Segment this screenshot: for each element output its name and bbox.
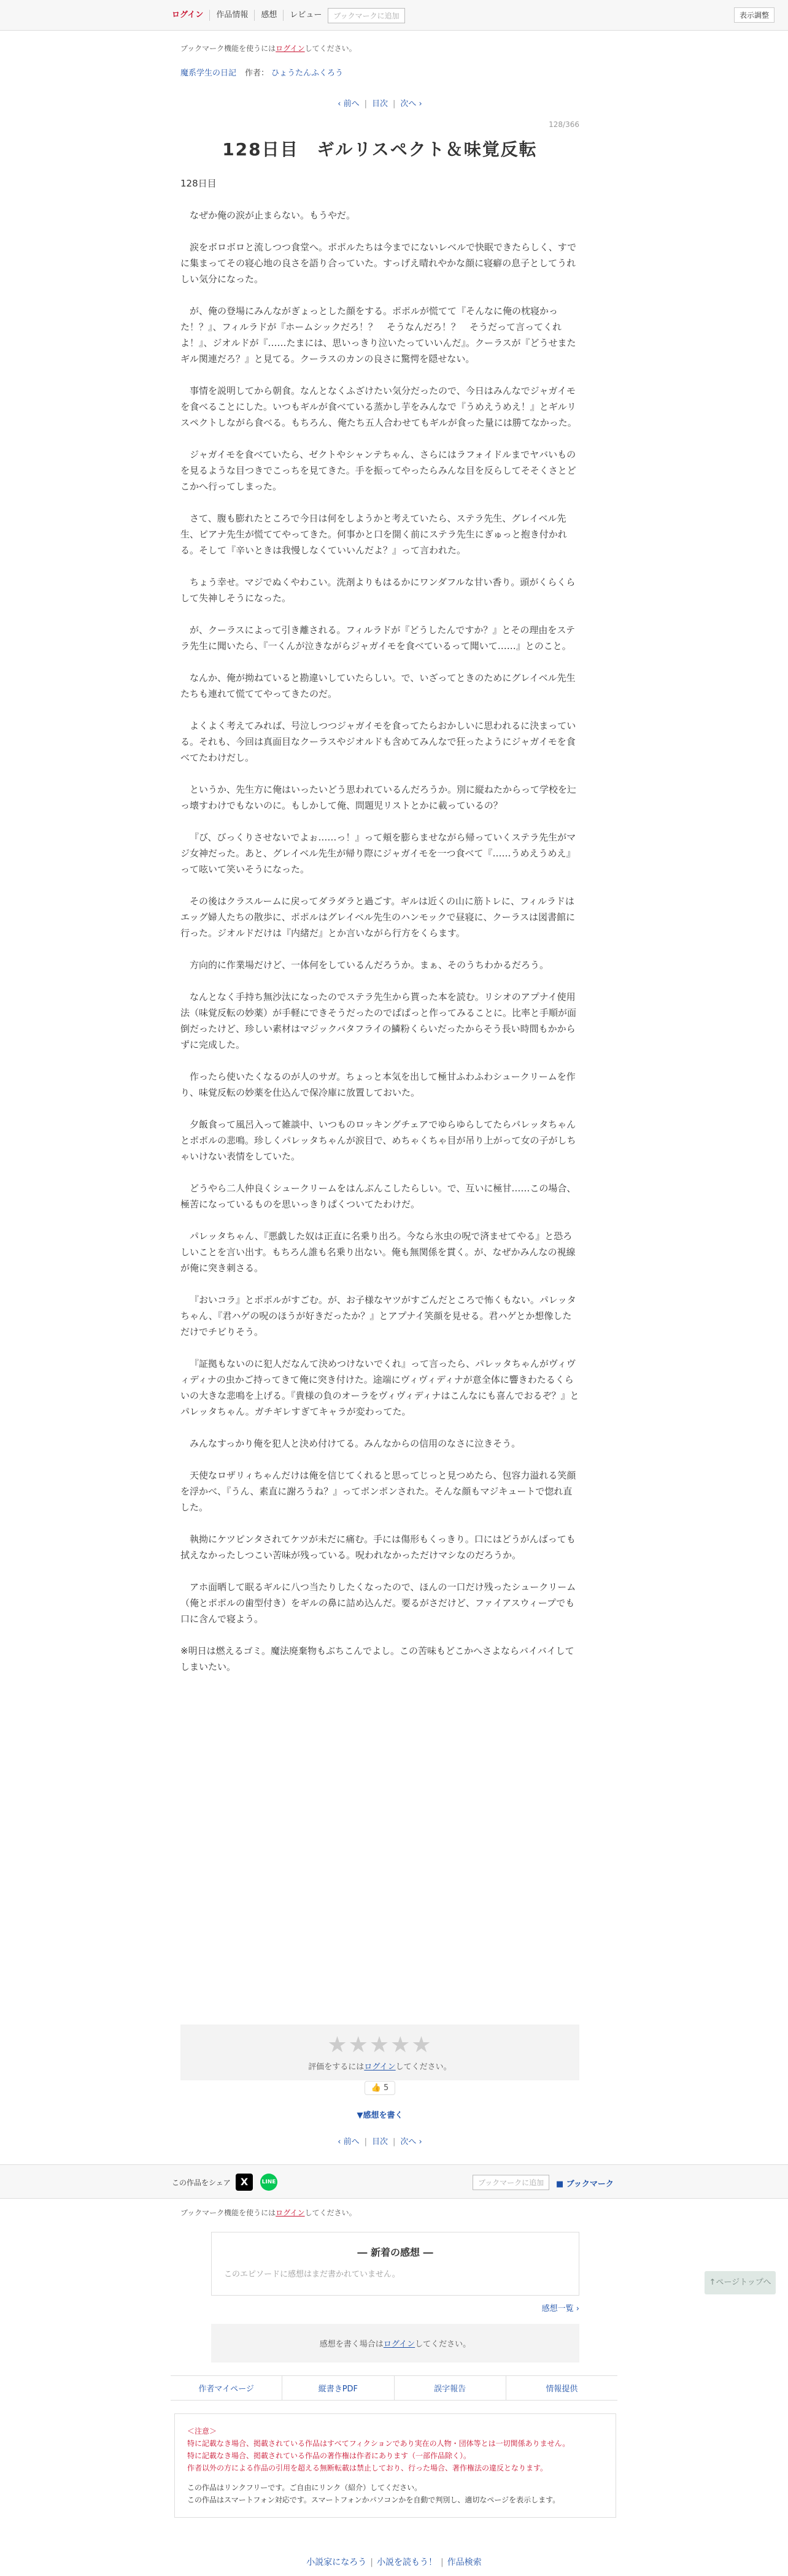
new-impressions-box <box>211 2232 579 2296</box>
body-paragraph: が、俺の登場にみんながぎょっとした顔をする。ポポルが慌てて『そんなに俺の枕寝かった！？』、フィルラドが『ホームシックだろ！？ そうなんだろ！？ そうだって言ってくれよ！』、ジオルドが『……たまには、思いっきり泣いたっていいんだ』。クーラスが『どうせまたギル関連だろ？』と見てる。クーラスのカンの良さに驚愕を隠せない。 <box>180 306 576 364</box>
body-paragraph: なんとなく手持ち無沙汰になったのでステラ先生から貰った本を読む。リシオのアプナイ使用法（味覚反転の妙薬）が手軽にできそうだったのでぱぱっと作ってみることに。比率と手順が面倒だったけど、珍しい素材はマジックバタフライの鱗粉くらいだったからそう長い時間もかからずに完成した。 <box>180 991 577 1050</box>
chapter-title: 128日目 ギルリスペクト＆味覚反転 <box>222 139 538 160</box>
bookmark-add-button-disabled: ブックマークに追加 <box>328 8 404 23</box>
share-label: この作品をシェア <box>172 2178 231 2187</box>
index-link[interactable]: 目次 <box>371 99 388 109</box>
body-paragraph: 天使なロザリィちゃんだけは俺を信じてくれると思ってじっと見つめたら、包容力溢れる笑顔を浮かべ、『うん、素直に謝ろうね？』ってポンポンされた。そんな顔もマジキュートで惚れ直した。 <box>180 1470 576 1513</box>
body-paragraph: 夕飯食って風呂入って雑談中、いつものロッキングチェアでゆらゆらしてたらパレッタちゃんとポポルの悲鳴。珍しくパレッタちゃんが涙目で、めちゃくちゃ目が吊り上がって女の子がしちゃいけない表情をしていた。 <box>180 1119 576 1162</box>
body-paragraph: どうやら二人仲良くシュークリームをはんぶんこしたらしい。で、互いに極甘……この場合、極苦になっているものを思いっきりぱくついてたわけだ。 <box>180 1183 576 1210</box>
impressions-list-link[interactable]: 感想一覧 › <box>541 2304 579 2313</box>
bottom-site-links: 小説家になろう | 小説を読もう！ | 作品検索 <box>306 2558 482 2567</box>
chapter-header <box>180 136 579 161</box>
body-paragraph: さて、腹も膨れたところで今日は何をしようかと考えていたら、ステラ先生、グレイベル先生、ピアナ先生が慌ててやってきた。何事かと口を開く前にステラ先生にぎゅっと抱き付かれる。そして『辛いときは我慢しなくていいんだよ？』って言われた。 <box>180 513 567 556</box>
line-share-icon[interactable]: LINE <box>260 2174 277 2191</box>
rating-box <box>180 2024 579 2080</box>
login-note-prefix: ブックマーク機能を使うには <box>180 2209 276 2217</box>
impressions-title: ― 新着の感想 ― <box>357 2247 433 2258</box>
body-paragraph: なぜか俺の涙が止まらない。もうやだ。 <box>190 210 356 221</box>
site-link-narou[interactable]: 小説家になろう <box>306 2558 367 2567</box>
x-share-icon[interactable]: X <box>236 2174 253 2191</box>
body-paragraph: アホ面晒して眠るギルに八つ当たりしたくなったので、ほんの一口だけ残ったシュークリーム（俺とポポルの歯型付き）をギルの鼻に詰め込んだ。要るがさだけど、ファイアスウィープでも口に含んで寝よう。 <box>180 1582 576 1624</box>
series-info <box>180 66 579 78</box>
top-pager: ‹ 前へ | 目次 | 次へ › <box>338 99 422 109</box>
notice-line: 作者以外の方による作品の引用を超える無断転載は禁止しており、行った場合、著作権法の違反となります。 <box>187 2464 548 2472</box>
login-note-suffix: してください。 <box>304 44 357 53</box>
body-paragraph: 方向的に作業場だけど、一体何をしているんだろうか。まぁ、そのうちわかるだろう。 <box>190 959 549 971</box>
body-paragraph: よくよく考えてみれば、号泣しつつジャガイモを食ってたらおかしいに思われるに決まっている。それも、今回は真面目なクーラスやジオルドも含めてみんなで狂ったようにジャガイモを食べてたわけだし。 <box>180 720 576 763</box>
write-impression-link[interactable]: ▼感想を書く <box>357 2111 403 2120</box>
login-box-suffix: してください。 <box>415 2340 471 2349</box>
reaction-button[interactable] <box>365 2081 396 2095</box>
body-paragraph: 作ったら使いたくなるのが人のサガ。ちょっと本気を出して極甘ふわふわシュークリームを作り、味覚反転の妙薬を仕込んで保冷庫に放置しておいた。 <box>180 1071 576 1098</box>
body-paragraph: 『び、びっくりさせないでよぉ……っ！』って頬を膨らませながら帰っていくステラ先生がマジ女神だった。あと、グレイベル先生が帰り際にジャガイモを一つ食べて『……うめえうめえ』って呟いて笑いそうになった。 <box>180 832 576 875</box>
login-note <box>180 43 579 53</box>
login-note-link[interactable]: ログイン <box>276 44 305 53</box>
notice-line: 特に記載なき場合、掲載されている作品はすべてフィクションであり実在の人物・団体等とは一切関係ありません。 <box>187 2439 570 2448</box>
share-bar <box>0 2164 788 2199</box>
chapter-subtitle-wrap <box>180 177 579 190</box>
notice-line: この作品はリンクフリーです。ご自由にリンク（紹介）してください。 <box>187 2483 422 2492</box>
top-navigation-bar <box>0 0 788 31</box>
login-note-suffix: してください。 <box>304 2209 357 2217</box>
rating-note-suffix: してください。 <box>395 2063 452 2072</box>
impression-login-box <box>211 2324 579 2363</box>
notice-title: ＜注意＞ <box>187 2427 217 2436</box>
top-nav <box>172 6 405 25</box>
typo-report-link[interactable]: 誤字報告 <box>395 2376 506 2400</box>
login-box-prefix: 感想を書く場合は <box>319 2340 384 2349</box>
vertical-pdf-link[interactable]: 縦書きPDF <box>282 2376 394 2400</box>
impressions-empty-message: このエピソードに感想はまだ書かれていません。 <box>224 2270 400 2279</box>
body-paragraph: 事情を説明してから朝食。なんとなくふざけたい気分だったので、今日はみんなでジャガイモを食べることにした。いつもギルが食べている蒸かし芋をみんなで『うめえうめえ！』とギルリスペクトしながら食べる。もちろん、俺たち五人合わせてもギルが食った量には勝てなかった。 <box>180 385 577 428</box>
next-link[interactable]: 次へ › <box>400 99 422 109</box>
bookmark-link[interactable]: ■ ブックマーク <box>556 2180 614 2189</box>
body-paragraph: 執拗にケツピンタされてケツが未だに痛む。手には傷形もくっきり。口にはどうがんばっても拭えなかったしつこい苦味が残っている。呪われなかっただけマシなのだろうか。 <box>180 1534 576 1561</box>
bottom-pager: ‹ 前へ | 目次 | 次へ › <box>338 2137 422 2147</box>
next-link[interactable]: 次へ › <box>400 2137 422 2147</box>
rating-login-link[interactable]: ログイン <box>364 2063 396 2072</box>
rating-note-prefix: 評価をするには <box>308 2063 365 2072</box>
body-paragraph: が、クーラスによって引き離される。フィルラドが『どうしたんですか？』とその理由をステラ先生に聞いたら、『一くんが泣きながらジャガイモを食べているって聞いて……』とのこと。 <box>180 625 576 652</box>
login-note-link[interactable]: ログイン <box>276 2209 305 2217</box>
body-paragraph: なんか、俺が拗ねていると勘違いしていたらしい。で、いざってときのためにグレイベル先生たちも連れて慌ててやってきたのだ。 <box>180 672 576 699</box>
body-paragraph: 涙をボロボロと流しつつ食堂へ。ポポルたちは今までにないレベルで快眠できたらしく、すでに集まってその寝心地の良さを語り合っていた。すっげえ晴れやかな顔に寝癖の息子としてうれしい気分になった。 <box>180 242 577 285</box>
body-paragraph: 『おいコラ』とポポルがすごむ。が、お子様なヤツがすごんだところで怖くもない。パレッタちゃん、『君ハゲの呪のほうが好きだったか？』とアプナイ笑顔を見せる。君ハゲとか想像しただけでチビりそう。 <box>180 1294 576 1337</box>
notice-box <box>174 2413 616 2518</box>
login-note-prefix: ブックマーク機能を使うには <box>180 44 276 53</box>
nav-review-link[interactable]: レビュー <box>290 10 322 20</box>
chapter-subtitle: 128日目 <box>180 178 217 189</box>
site-link-yomou[interactable]: 小説を読もう！ <box>377 2558 437 2567</box>
thumbs-up-icon: 👍 <box>371 2083 381 2093</box>
notice-line: 特に記載なき場合、掲載されている作品の著作権は作者にあります（一部作品除く）。 <box>187 2451 471 2460</box>
author-mypage-link[interactable]: 作者マイページ <box>171 2376 282 2400</box>
body-paragraph: ジャガイモを食べていたら、ゼクトやシャンテちゃん、さらにはラフォイドルまでヤバいものを見るような目つきでこっちを見てきた。手を振ってやったらみんな目を反らしてそそくさとどこかへ行ってしまった。 <box>180 449 576 492</box>
series-title-link[interactable]: 魔系学生の日記 <box>180 69 237 78</box>
page-top-button[interactable]: ↑ページトップへ <box>705 2271 776 2294</box>
page-number: 128/366 <box>549 120 579 129</box>
footer-links <box>171 2375 617 2401</box>
info-provide-link[interactable]: 情報提供 <box>546 2385 578 2394</box>
reaction-count: 5 <box>384 2083 389 2093</box>
nav-impressions-link[interactable]: 感想 <box>255 10 284 21</box>
novel-body <box>180 207 579 1691</box>
login-box-link[interactable]: ログイン <box>383 2340 415 2349</box>
index-link[interactable]: 目次 <box>371 2137 388 2147</box>
share-bookmark-disabled-button: ブックマークに追加 <box>473 2175 549 2190</box>
body-paragraph: その後はクラスルームに戻ってダラダラと過ごす。ギルは近くの山に筋トレに、フィルラドはエッグ婦人たちの散歩に、ポポルはグレイベル先生のハンモックで昼寝に、クーラスは図書館に行った。ジオルドだけは『内緒だ』とか言いながら行方をくらます。 <box>180 896 576 939</box>
view-settings-button[interactable]: 表示調整 <box>734 7 774 23</box>
prev-link[interactable]: ‹ 前へ <box>338 2137 360 2147</box>
notice-line: この作品はスマートフォン対応です。スマートフォンかパソコンかを自動で判別し、適切なページを表示します。 <box>187 2496 560 2504</box>
login-note-bottom <box>180 2207 579 2218</box>
site-link-search[interactable]: 作品検索 <box>447 2558 482 2567</box>
reaction-row <box>180 2081 579 2095</box>
rating-stars[interactable]: ★★★★★ <box>327 2032 433 2058</box>
body-paragraph: というか、先生方に俺はいったいどう思われているんだろうか。別に縦ねたからって学校を辷っ壊すわけでもないのに。もしかして俺、問題児リストとかに載っているの？ <box>180 784 577 811</box>
body-paragraph: 『証拠もないのに犯人だなんて決めつけないでくれ』って言ったら、パレッタちゃんがヴィヴィディナの虫かご持ってきて俺に突き付けた。途端にヴィヴィディナが意全体に響きわたるくらいの大きな悲鳴を上げる。『貴様の負のオーラをヴィヴィディナはこんなにも喜んでおるぞ？』とパレッタちゃん。ガチギレすぎてキャラが変わってた。 <box>180 1358 579 1417</box>
prev-link[interactable]: ‹ 前へ <box>338 99 360 109</box>
body-paragraph: みんなすっかり俺を犯人と決め付けてる。みんなからの信用のなさに泣きそう。 <box>190 1438 521 1449</box>
body-paragraph: ちょう幸せ。マジでぬくやわこい。洗剤よりもはるかにワンダフルな甘い香り。頭がくらくらして失神しそうになった。 <box>180 577 576 604</box>
nav-login-link[interactable]: ログイン <box>172 10 210 21</box>
author-link[interactable]: ひょうたんふくろう <box>271 69 344 78</box>
body-paragraph: パレッタちゃん、『悪戯した奴は正直に名乗り出ろ。今なら氷虫の呪で済ませてやる』と恐ろしいことを言い出す。もちろん誰も名乗り出ない。俺も無関係を貫く。が、なぜかみんなの視線が俺に突き刺さる。 <box>180 1231 576 1274</box>
body-paragraph: ※明日は燃えるゴミ。魔法廃棄物もぶちこんでよし。この苦味もどこかへさよならバイバイしてしまいたい。 <box>180 1645 574 1672</box>
author-label: 作者： <box>245 69 269 78</box>
nav-work-info-link[interactable]: 作品情報 <box>210 10 255 21</box>
